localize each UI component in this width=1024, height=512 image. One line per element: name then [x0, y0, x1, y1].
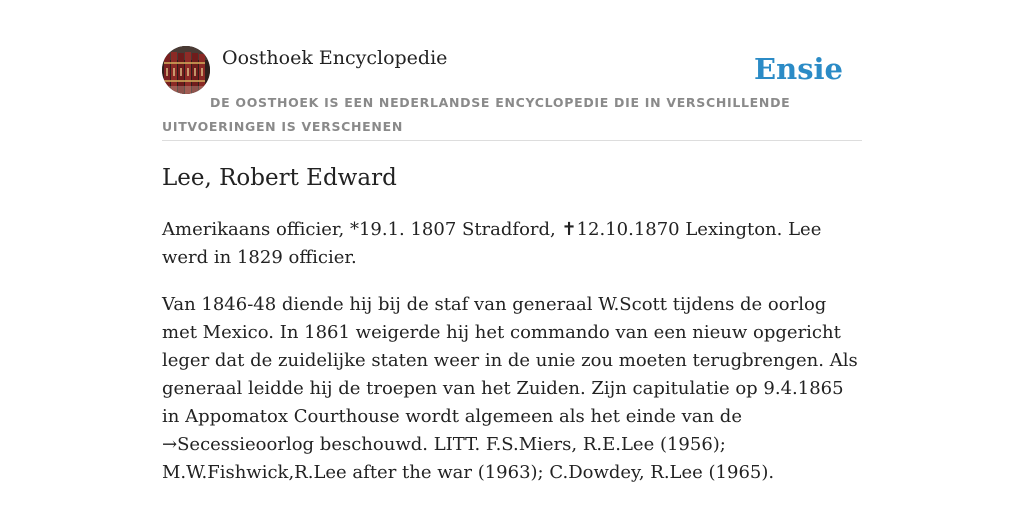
article-paragraph: Amerikaans officier, *19.1. 1807 Stradford, ✝12.10.1870 Lexington. Lee werd in 1829 officier.	[162, 219, 822, 268]
article-title: Lee, Robert Edward	[162, 165, 397, 191]
site-header	[162, 46, 862, 141]
article	[162, 162, 862, 487]
encyclopedia-books-avatar[interactable]	[162, 46, 210, 94]
ensie-logo-link[interactable]: Ensie	[754, 52, 843, 86]
article-paragraph: Van 1846-48 diende hij bij de staf van generaal W.Scott tijdens de oorlog met Mexico. In 1861 weigerde hij het commando van een nieuw opgericht leger dat de zuidelijke staten weer in de unie zou moeten terugbrengen. Als generaal leidde hij de troepen van het Zuiden. Zijn capitulatie op 9.4.1865 in Appomatox Courthouse wordt algemeen als het einde van de →Secessieoorlog beschouwd. LITT. F.S.Miers, R.E.Lee (1956); M.W.Fishwick,R.Lee after the war (1963); C.Dowdey, R.Lee (1965).	[162, 294, 858, 483]
books-icon	[162, 46, 210, 94]
site-name-link[interactable]: Oosthoek Encyclopedie	[222, 47, 448, 69]
site-tagline: DE OOSTHOEK IS EEN NEDERLANDSE ENCYCLOPEDIE DIE IN VERSCHILLENDE UITVOERINGEN IS VERSCHENEN	[162, 95, 791, 134]
